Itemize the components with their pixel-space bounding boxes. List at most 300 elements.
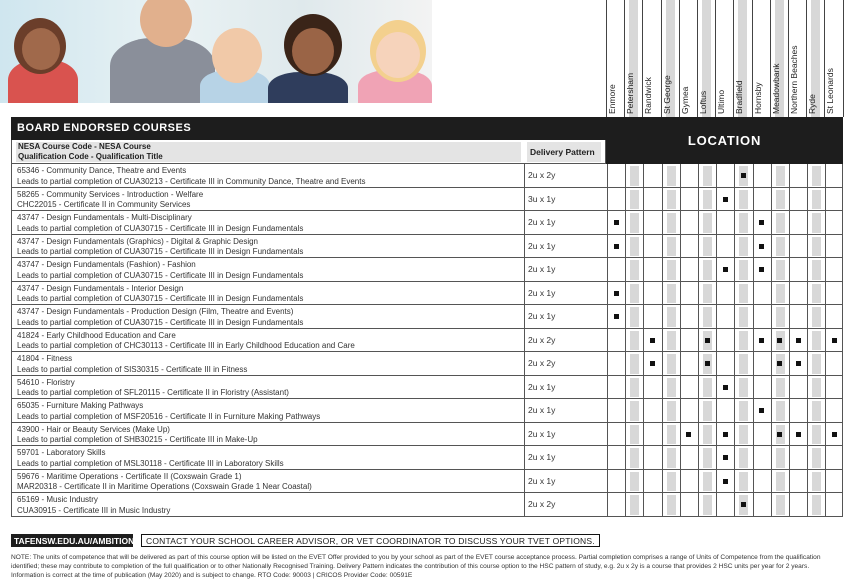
location-cell-divider [698,399,699,422]
location-cell-divider [716,423,717,446]
location-cell-divider [698,305,699,328]
section-title: BOARD ENDORSED COURSES [17,122,192,134]
location-cell-shade [630,331,639,351]
location-cell-shade [812,425,821,445]
location-cell-divider [807,282,808,305]
location-cell-divider [625,211,626,234]
location-name: Petersham [625,72,636,114]
availability-mark [777,361,782,366]
availability-mark [723,197,728,202]
location-cell-divider [825,305,826,328]
delivery-pattern: 2u x 1y [528,405,556,416]
column-course-line1: NESA Course Code - NESA Course [18,142,151,151]
location-cell-divider [607,446,608,469]
location-cell-shade [739,472,748,492]
row-divider [524,376,525,399]
location-cell-divider [698,470,699,493]
location-cell-divider [753,446,754,469]
location-cell-divider [734,258,735,281]
location-cell-divider [643,446,644,469]
location-cell-shade [739,425,748,445]
qualification-line: Leads to partial completion of CUA30715 - Certificate III in Design Fundamentals [17,317,304,327]
availability-mark [723,432,728,437]
row-divider [524,305,525,328]
location-cell-divider [753,305,754,328]
location-cell-shade [667,284,676,304]
qualification-line: Leads to partial completion of CUA30715 - Certificate III in Design Fundamentals [17,223,304,233]
location-cell-divider [643,352,644,375]
location-cell-shade [812,401,821,421]
qualification-line: MAR20318 - Certificate II in Maritime Operations (Coxswain Grade 1 Near Coastal) [17,482,312,491]
location-cell-shade [739,354,748,374]
location-cell-shade [776,448,785,468]
location-cell-divider [698,282,699,305]
location-cell-divider [662,493,663,516]
location-cell-divider [753,258,754,281]
location-cell-divider [625,399,626,422]
location-cell-shade [776,237,785,257]
location-cell-divider [625,352,626,375]
location-cell-divider [789,376,790,399]
location-cell-divider [789,305,790,328]
photo-child-3 [268,72,348,103]
location-cell-divider [607,329,608,352]
delivery-pattern: 2u x 1y [528,217,556,228]
row-divider [524,235,525,258]
course-description [17,237,303,258]
location-cell-divider [680,258,681,281]
location-cell-divider [789,423,790,446]
location-cell-divider [607,376,608,399]
location-cell-divider [771,352,772,375]
location-cell-divider [771,329,772,352]
location-cell-divider [643,329,644,352]
location-cell-divider [607,470,608,493]
table-row [11,352,843,376]
location-cell-divider [698,329,699,352]
location-cell-divider [753,211,754,234]
location-cell-divider [643,211,644,234]
course-description [17,213,303,234]
location-cell-shade [739,448,748,468]
row-divider [524,399,525,422]
location-cell-divider [662,352,663,375]
delivery-pattern: 2u x 1y [528,428,556,439]
delivery-pattern: 2u x 1y [528,240,556,251]
delivery-pattern: 3u x 1y [528,193,556,204]
location-cell-shade [630,401,639,421]
location-cell-divider [680,282,681,305]
table-row [11,376,843,400]
location-cell-shade [739,260,748,280]
location-cell-divider [698,493,699,516]
delivery-pattern: 2u x 1y [528,311,556,322]
location-cell-shade [703,401,712,421]
course-description [17,260,303,281]
location-cell-shade [812,331,821,351]
location-cell-shade [812,260,821,280]
location-cell-shade [667,401,676,421]
course-code-title: 43747 - Design Fundamentals (Graphics) - Digital & Graphic Design [17,236,258,246]
location-cell-divider [771,376,772,399]
availability-mark [759,220,764,225]
location-cell-shade [776,307,785,327]
footer-note: NOTE: The units of competence that will be delivered as part of this course option will be listed on the EVET Offer provided to you by your school as part of the EVET course acceptance process. Partial completion comprises a range of Units of Competence from the qualification identified; these may contribute to completion of the full qualification or to other Nationally Recognised Training. Delivery Pattern indicates the contribution of this course option to the HSC pattern of study, e.g. 2u x 2y is a course that provides 2 HSC units per year for 2 years. Information is correct at the time of publication (May 2020) and is subject to change. RTO Code: 90003 | CRICOS Provider Code: 00591E [11,554,821,579]
location-cell-divider [716,164,717,187]
location-name: Hornsby [752,82,763,114]
location-cell-shade [667,237,676,257]
location-cell-divider [698,423,699,446]
location-cell-divider [662,258,663,281]
location-cell-divider [771,164,772,187]
location-cell-divider [807,164,808,187]
location-cell-divider [680,164,681,187]
location-cell-divider [698,376,699,399]
course-code-title: 43747 - Design Fundamentals - Interior Design [17,283,184,293]
location-name: St Leonards [825,68,836,114]
location-cell-divider [625,493,626,516]
qualification-line: Leads to partial completion of MSF20516 - Certificate II in Furniture Making Pathways [17,411,321,421]
location-cell-shade [739,307,748,327]
course-code-title: 65346 - Community Dance, Theatre and Events [17,166,187,175]
location-cell-divider [734,493,735,516]
location-cell-divider [753,235,754,258]
location-cell-divider [734,399,735,422]
location-cell-divider [771,258,772,281]
location-cell-divider [771,188,772,211]
location-cell-divider [771,399,772,422]
location-cell-shade [703,166,712,186]
location-cell-divider [807,470,808,493]
location-cell-divider [825,282,826,305]
location-cell-shade [667,495,676,515]
availability-mark [796,361,801,366]
location-cell-shade [630,354,639,374]
location-cell-divider [680,188,681,211]
location-cell-divider [734,423,735,446]
location-name: Gymea [679,86,690,114]
header-photo [0,0,432,103]
qualification-line: Leads to partial completion of CUA30715 - Certificate III in Design Fundamentals [17,270,304,280]
delivery-pattern: 2u x 1y [528,381,556,392]
location-cell-shade [739,190,748,210]
course-description [17,495,170,516]
location-cell-shade [630,260,639,280]
location-cell-shade [812,354,821,374]
location-cell-divider [789,188,790,211]
location-cell-divider [662,446,663,469]
location-cell-divider [789,235,790,258]
location-cell-divider [698,352,699,375]
location-cell-shade [812,448,821,468]
location-cell-divider [607,258,608,281]
location-cell-shade [739,378,748,398]
table-row [11,399,843,423]
table-row [11,470,843,494]
delivery-pattern: 2u x 2y [528,358,556,369]
location-cell-shade [703,425,712,445]
location-cell-divider [662,211,663,234]
availability-mark [759,244,764,249]
footer-url[interactable]: TAFENSW.EDU.AU/AMBITION [11,534,133,547]
location-name: Randwick [643,77,654,114]
availability-mark [759,267,764,272]
qualification-line: Leads to partial completion of CUA30715 - Certificate III in Design Fundamentals [17,247,304,256]
location-cell-divider [716,376,717,399]
location-cell-divider [607,188,608,211]
location-cell-divider [643,282,644,305]
location-cell-divider [643,188,644,211]
location-cell-divider [825,235,826,258]
location-cell-shade [703,260,712,280]
location-cell-divider [662,305,663,328]
location-cell-shade [776,260,785,280]
location-cell-divider [716,235,717,258]
table-row [11,235,843,259]
course-code-title: 43747 - Design Fundamentals (Fashion) - Fashion [17,260,196,269]
availability-mark [741,173,746,178]
availability-mark [614,314,619,319]
location-cell-divider [825,446,826,469]
availability-mark [759,408,764,413]
location-cell-shade [630,448,639,468]
location-cell-divider [625,376,626,399]
location-cell-divider [771,423,772,446]
location-cell-shade [667,425,676,445]
location-cell-shade [667,331,676,351]
location-cell-shade [630,425,639,445]
availability-mark [832,432,837,437]
location-cell-divider [807,258,808,281]
location-cell-divider [607,235,608,258]
location-cell-divider [753,423,754,446]
location-cell-divider [698,188,699,211]
location-cell-divider [625,188,626,211]
location-cell-divider [771,235,772,258]
location-cell-shade [776,190,785,210]
location-cell-divider [716,258,717,281]
location-cell-divider [625,164,626,187]
location-cell-divider [643,399,644,422]
location-cell-divider [680,493,681,516]
location-cell-divider [734,305,735,328]
location-cell-shade [667,166,676,186]
location-cell-divider [716,305,717,328]
location-cell-divider [680,352,681,375]
location-cell-divider [807,446,808,469]
delivery-pattern: 2u x 2y [528,499,556,510]
location-cell-shade [776,284,785,304]
location-cell-divider [662,188,663,211]
location-cell-shade [703,448,712,468]
table-row [11,493,843,517]
location-cell-divider [698,211,699,234]
location-cell-divider [662,235,663,258]
location-cell-divider [680,329,681,352]
location-cell-shade [667,213,676,233]
location-cell-divider [643,423,644,446]
qualification-line: Leads to partial completion of SFL20115 - Certificate II in Floristry (Assistant) [17,388,289,397]
location-cell-divider [680,211,681,234]
location-cell-divider [734,470,735,493]
location-cell-shade [812,495,821,515]
location-cell-divider [716,211,717,234]
availability-mark [614,244,619,249]
table-row [11,211,843,235]
course-code-title: 41804 - Fitness [17,354,73,363]
location-name: Loftus [698,90,708,114]
location-cell-shade [812,284,821,304]
availability-mark [796,338,801,343]
row-divider [524,446,525,469]
location-cell-divider [789,493,790,516]
location-cell-divider [789,329,790,352]
table-row [11,188,843,212]
location-cell-divider [771,282,772,305]
location-cell-shade [739,401,748,421]
table-row [11,164,843,188]
location-cell-divider [753,470,754,493]
availability-mark [686,432,691,437]
availability-mark [650,338,655,343]
availability-mark [723,479,728,484]
column-course-line2: Qualification Code - Qualification Title [18,151,163,161]
location-cell-divider [807,352,808,375]
qualification-line: Leads to partial completion of CHC30113 - Certificate III in Early Childhood Education and Care [17,341,355,350]
location-cell-shade [630,472,639,492]
row-divider [524,470,525,493]
location-cell-divider [643,235,644,258]
location-cell-divider [734,188,735,211]
course-code-title: 59676 - Maritime Operations - Certificate II (Coxswain Grade 1) [17,471,242,481]
location-name: Bradfield [734,80,745,114]
course-code-title: 65169 - Music Industry [17,495,98,504]
location-cell-divider [789,470,790,493]
location-cell-divider [698,164,699,187]
location-cell-divider [716,493,717,516]
row-divider [524,258,525,281]
delivery-pattern: 2u x 2y [528,334,556,345]
location-cell-divider [789,258,790,281]
location-cell-shade [812,237,821,257]
location-name: Ultimo [716,89,727,114]
location-cell-shade [739,213,748,233]
availability-mark [832,338,837,343]
availability-mark [723,267,728,272]
location-cell-divider [625,235,626,258]
location-cell-divider [607,282,608,305]
location-cell-divider [625,470,626,493]
location-cell-shade [812,213,821,233]
location-cell-divider [662,399,663,422]
location-cell-divider [807,423,808,446]
location-cell-divider [825,376,826,399]
location-cell-divider [716,352,717,375]
location-cell-shade [667,354,676,374]
location-cell-divider [662,282,663,305]
location-name: St George [661,75,672,114]
location-cell-divider [753,188,754,211]
location-cell-divider [716,470,717,493]
row-divider [524,211,525,234]
location-cell-shade [776,378,785,398]
location-cell-shade [667,472,676,492]
location-cell-divider [771,305,772,328]
availability-mark [614,220,619,225]
location-cell-shade [703,472,712,492]
location-cell-divider [625,423,626,446]
course-code-title: 43747 - Design Fundamentals - Production Design (Film, Theatre and Events) [17,307,294,316]
location-cell-divider [607,493,608,516]
course-description [17,378,289,399]
location-cell-divider [807,188,808,211]
availability-mark [650,361,655,366]
location-cell-divider [734,376,735,399]
location-cell-shade [703,307,712,327]
location-cell-divider [607,399,608,422]
location-cell-shade [812,307,821,327]
location-cell-divider [825,211,826,234]
delivery-pattern: 2u x 1y [528,264,556,275]
location-cell-divider [698,446,699,469]
location-cell-shade [630,284,639,304]
location-cell-divider [643,258,644,281]
location-cell-divider [680,305,681,328]
location-cell-divider [643,493,644,516]
location-cell-divider [607,211,608,234]
location-cell-shade [703,237,712,257]
qualification-line: Leads to partial completion of SHB30215 - Certificate III in Make-Up [17,435,258,444]
location-cell-divider [825,470,826,493]
photo-child-2-head [212,28,262,83]
location-name: Northern Beaches [789,45,799,114]
location-cell-divider [825,352,826,375]
delivery-pattern: 2u x 1y [528,287,556,298]
location-cell-shade [776,472,785,492]
row-divider [524,164,525,187]
location-cell-divider [625,329,626,352]
location-cell-divider [825,258,826,281]
course-description [17,354,247,375]
location-cell-divider [607,423,608,446]
location-cell-divider [607,305,608,328]
location-cell-shade [739,284,748,304]
location-cell-divider [807,329,808,352]
location-cell-divider [716,188,717,211]
availability-mark [705,338,710,343]
location-cell-divider [625,305,626,328]
location-cell-divider [825,423,826,446]
location-cell-divider [753,164,754,187]
location-name: Meadowbank [770,63,781,114]
row-divider [524,493,525,516]
location-cell-divider [789,446,790,469]
location-cell-divider [807,399,808,422]
availability-mark [614,291,619,296]
delivery-pattern: 2u x 1y [528,475,556,486]
location-cell-divider [680,376,681,399]
delivery-pattern: 2u x 1y [528,452,556,463]
location-cell-divider [753,329,754,352]
row-divider [524,352,525,375]
course-code-title: 59701 - Laboratory Skills [17,448,106,457]
location-cell-divider [716,329,717,352]
location-cell-shade [703,378,712,398]
footer-cta: CONTACT YOUR SCHOOL CAREER ADVISOR, OR VET COORDINATOR TO DISCUSS YOUR TVET OPTIONS. [141,534,600,547]
course-description [17,331,355,352]
availability-mark [796,432,801,437]
location-cell-divider [825,399,826,422]
